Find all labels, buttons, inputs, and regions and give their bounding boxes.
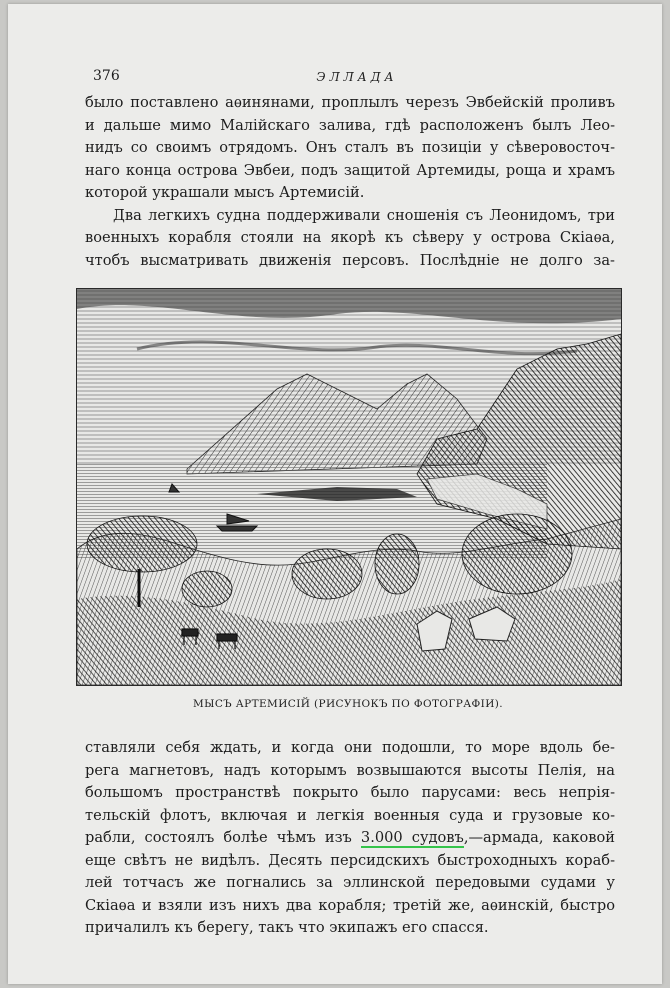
bottom-paragraph	[85, 737, 615, 940]
text-line: было поставлено аѳинянами, проплылъ черезъ Эвбейскій проливъ	[85, 94, 615, 111]
highlighted-phrase: 3.000 судовъ	[360, 829, 464, 846]
text-line: наго конца острова Эвбеи, подъ защитой Артемиды, роща и храмъ	[85, 161, 615, 179]
top-paragraph	[85, 92, 615, 272]
text-line: большомъ пространствѣ покрыто было парусами: весь непрія-	[85, 784, 615, 801]
text-line: тельскій флотъ, включая и легкія военныя суда и грузовые ко-	[85, 806, 615, 824]
illustration-caption: МЫСЪ АРТЕМИСІЙ (РИСУНОКЪ ПО ФОТОГРАФІИ).	[192, 698, 504, 710]
text-fragment: рабли, состоялъ болѣе чѣмъ изъ	[85, 829, 361, 846]
text-line: Два легкихъ судна поддерживали сношенія съ Леонидомъ, три	[113, 206, 615, 224]
page-number: 376	[93, 68, 120, 84]
text-line: и дальше мимо Малійскаго залива, гдѣ расположенъ былъ Лео-	[85, 116, 615, 134]
text-line: военныхъ корабля стояли на якорѣ къ сѣверу у острова Скіаѳа,	[85, 229, 615, 246]
running-title: ЭЛЛАДА	[316, 70, 398, 84]
text-line-with-highlight	[85, 827, 615, 850]
page-header	[93, 68, 621, 90]
text-line: еще свѣтъ не видѣлъ. Десять персидскихъ быстроходныхъ кораб-	[85, 851, 615, 869]
text-line: ставляли себя ждать, и когда они подошли, то море вдоль бе-	[85, 739, 615, 756]
engraving-illustration	[76, 288, 622, 686]
text-line: причалилъ къ берегу, такъ что экипажъ его спасся.	[85, 919, 489, 936]
text-line: лей тотчасъ же погнались за эллинской передовыми судами у	[85, 874, 615, 891]
text-line: рега магнетовъ, надъ которымъ возвышаются высоты Пелія, на	[85, 761, 615, 779]
text-line: Скіаѳа и взяли изъ нихъ два корабля; третій же, аѳинскій, быстро	[85, 896, 615, 914]
text-line: нидъ со своимъ отрядомъ. Онъ сталъ въ позиціи у сѣверовосточ-	[85, 139, 615, 156]
landscape-engraving	[77, 289, 621, 685]
second-paragraph	[85, 205, 615, 273]
text-line: которой украшали мысъ Артемисій.	[85, 184, 365, 201]
text-fragment: ,—армада, каковой	[463, 829, 615, 846]
text-line: чтобъ высматривать движенія персовъ. Послѣдніе не долго за-	[85, 251, 615, 269]
